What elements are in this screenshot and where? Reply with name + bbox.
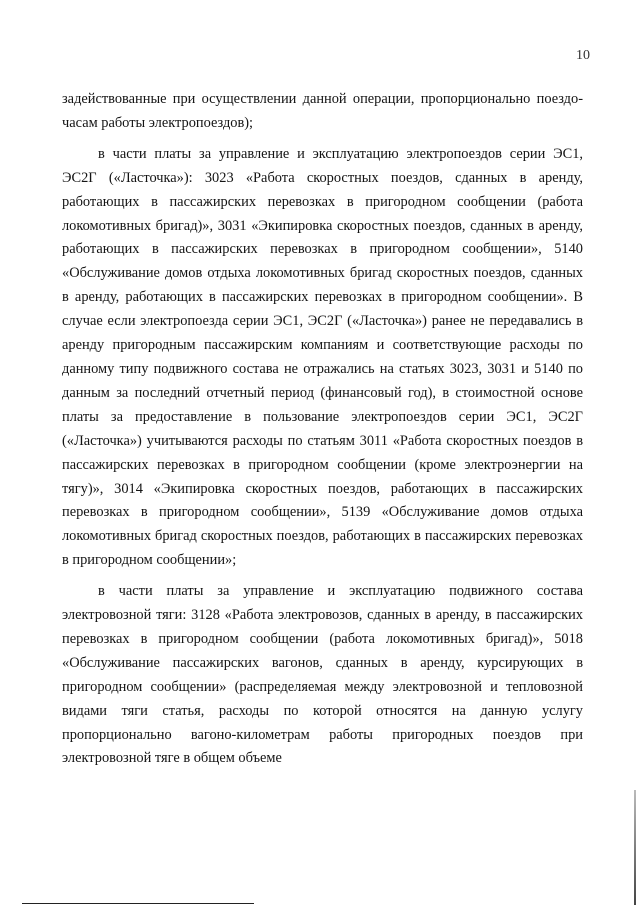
paragraph-lastochka-fees: в части платы за управление и эксплуатацию электропоездов серии ЭС1, ЭС2Г («Ласточка»): 3023 «Работа скоростных поездов, сданных в аренду, работающих в пассажирских перевозках в пригородном сообщении (работа локомотивных бригад)», 3031 «Экипировка скоростных поездов, сданных в аренду, работающих в пассажирских перевозках в пригородном сообщении», 5140 «Обслуживание домов отдыха локомотивных бригад скоростных поездов, сданных в аренду, работающих в пассажирских перевозках в пригородном сообщении». В случае если электропоезда серии ЭС1, ЭС2Г («Ласточка») ранее не передавались в аренду пригородным пассажирским компаниям и соответствующие расходы по данному типу подвижного состава не отражались на статьях 3023, 3031 и 5140 по данным за последний отчетный период (финансовый год), в стоимостной основе платы за предоставление в пользование электропоездов серии ЭС1, ЭС2Г («Ласточка») учитываются расходы по статьям 3011 «Работа скоростных поездов в пассажирских перевозках в пригородном сообщении (кроме электроэнергии на тягу)», 3014 «Экипировка скоростных поездов, работающих в пассажирских перевозках в пригородном сообщении», 5139 «Обслуживание домов отдыха локомотивных бригад скоростных поездов, работающих в пассажирских перевозках в пригородном сообщении»; [62,145,583,569]
paragraph-electric-locomotive-fees: в части платы за управление и эксплуатацию подвижного состава электровозной тяги: 3128 «Работа электровозов, сданных в аренду, в пассажирских перевозках в пригородном сообщении (работа локомотивных бригад)», 5018 «Обслуживание пассажирских вагонов, сданных в аренду, курсирующих в пригородном сообщении» (распределяемая между электровозной и тепловозной видами тяги статья, расходы по которой относятся на данную услугу пропорционально вагоно-километрам работы пригородных поездов при электровозной тяге в общем объеме [62,583,583,767]
page-number: 10 [576,48,590,63]
scan-artifact-edge [634,790,636,905]
scan-artifact-line [22,903,254,904]
paragraph-continuation: задействованные при осуществлении данной операции, пропорционально поездо-часам работы электропоездов); [62,91,583,131]
document-body [62,88,583,771]
